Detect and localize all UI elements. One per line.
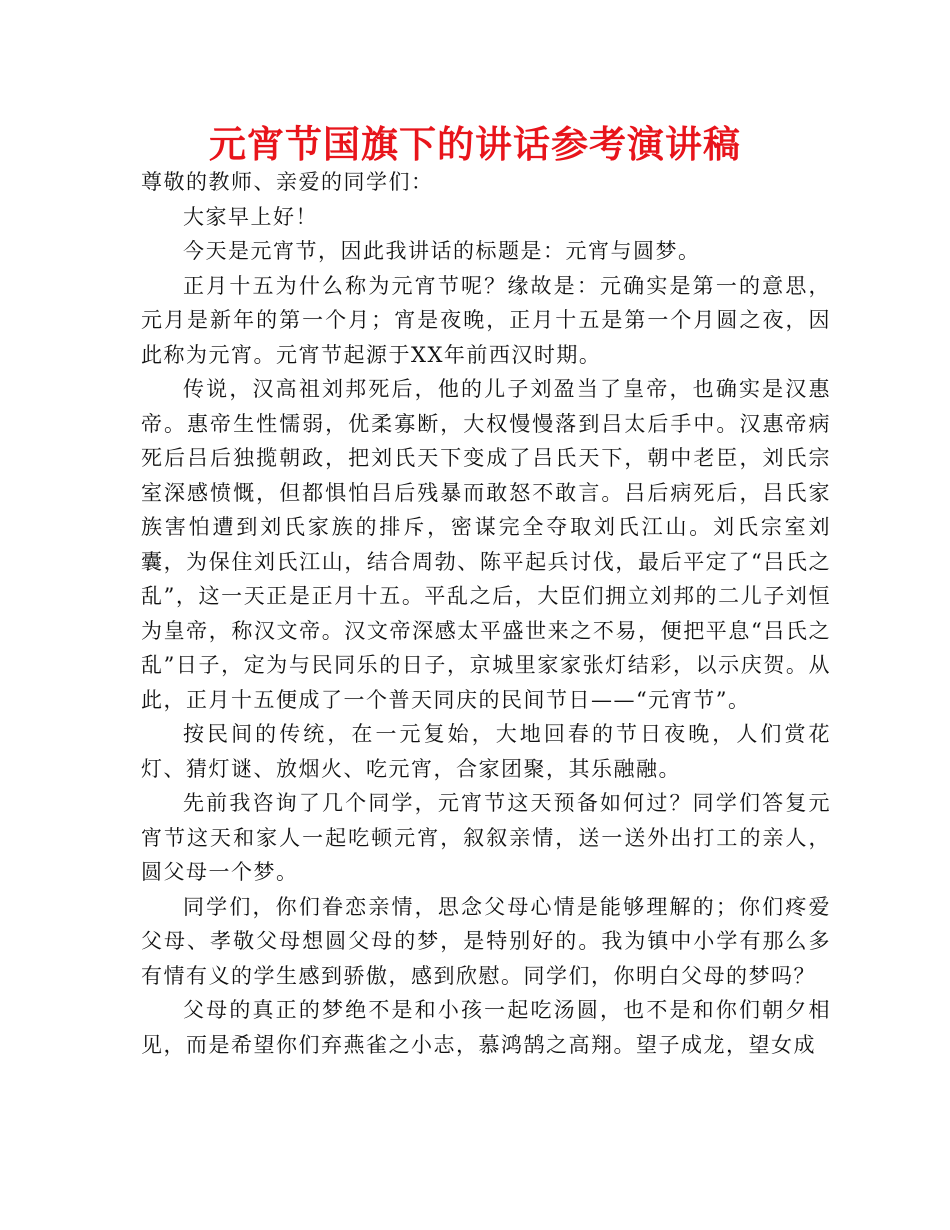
salutation: 尊敬的教师、亲爱的同学们： (141, 170, 434, 194)
paragraph-dream: 父母的真正的梦绝不是和小孩一起吃汤圆，也不是和你们朝夕相见，而是希望你们弃燕雀之小志，慕鸿鹄之高翔。望子成龙，望女成 (141, 998, 831, 1057)
paragraph-legend: 传说，汉高祖刘邦死后，他的儿子刘盈当了皇帝，也确实是汉惠帝。惠帝生性懦弱，优柔寡断，大权慢慢落到吕太后手中。汉惠帝病死后吕后独揽朝政，把刘氏天下变成了吕氏天下，朝中老臣，刘氏宗室深感愤慨，但都惧怕吕后残暴而敢怒不敢言。吕后病死后，吕氏家族害怕遭到刘氏家族的排斥，密谋完全夺取刘氏江山。刘氏宗室刘囊，为保住刘氏江山，结合周勃、陈平起兵讨伐，最后平定了“吕氏之乱”，这一天正是正月十五。平乱之后，大臣们拥立刘邦的二儿子刘恒为皇帝，称汉文帝。汉文帝深感太平盛世来之不易，便把平息“吕氏之乱”日子，定为与民同乐的日子，京城里家家张灯结彩，以示庆贺。从此，正月十五便成了一个普天同庆的民间节日——“元宵节”。 (141, 377, 831, 712)
paragraph-origin: 正月十五为什么称为元宵节呢？缘故是：元确实是第一的意思，元月是新年的第一个月；宵是夜晚，正月十五是第一个月圆之夜，因此称为元宵。元宵节起源于XX年前西汉时期。 (141, 273, 831, 367)
paragraph-customs: 按民间的传统，在一元复始，大地回春的节日夜晚，人们赏花灯、猜灯谜、放烟火、吃元宵，合家团聚，其乐融融。 (141, 722, 831, 781)
paragraph-survey: 先前我咨询了几个同学，元宵节这天预备如何过？同学们答复元宵节这天和家人一起吃顿元宵，叙叙亲情，送一送外出打工的亲人，圆父母一个梦。 (141, 791, 831, 884)
document-body (141, 165, 831, 1062)
document-title: 元宵节国旗下的讲话参考演讲稿 (209, 123, 741, 166)
paragraph-greeting: 大家早上好！ (183, 204, 318, 229)
paragraph-topic: 今天是元宵节，因此我讲话的标题是：元宵与圆梦。 (183, 239, 701, 263)
paragraph-family: 同学们，你们眷恋亲情，思念父母心情是能够理解的；你们疼爱父母、孝敬父母想圆父母的梦，是特别好的。我为镇中小学有那么多有情有义的学生感到骄傲，感到欣慰。同学们，你明白父母的梦吗？ (141, 894, 831, 988)
